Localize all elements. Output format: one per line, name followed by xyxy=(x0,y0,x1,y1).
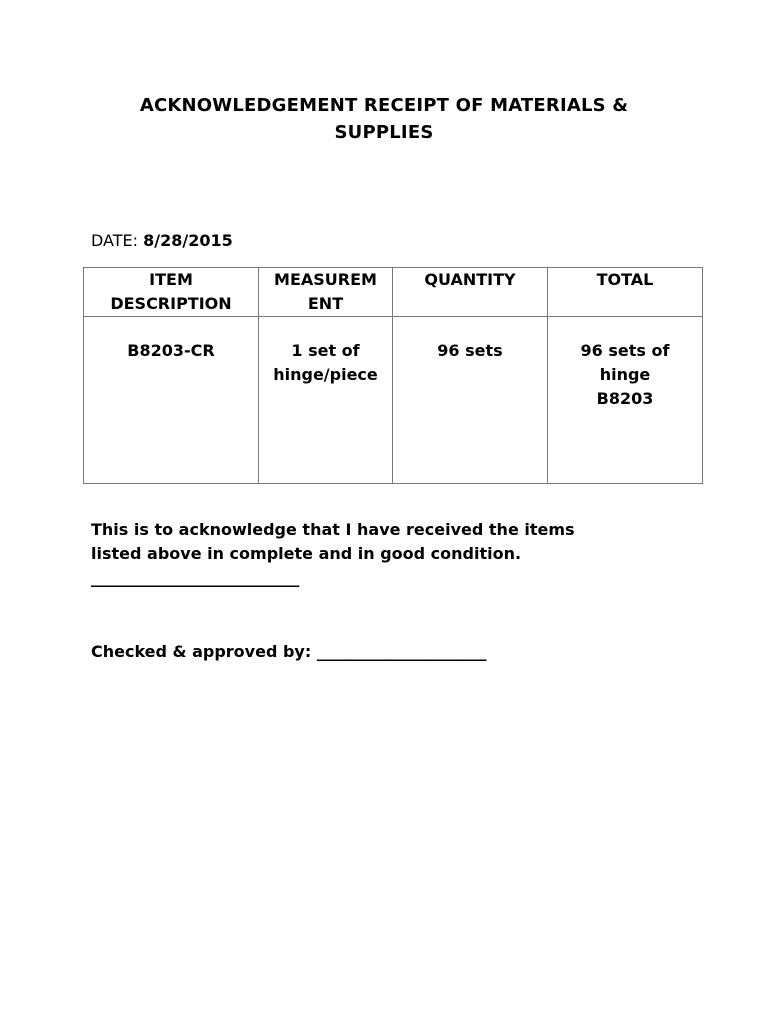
header-item-description-text: ITEM DESCRIPTION xyxy=(110,270,232,313)
cell-quantity-text: 96 sets xyxy=(437,341,503,360)
header-measurement-text: MEASUREM ENT xyxy=(274,270,377,313)
acknowledgement-text xyxy=(91,518,691,566)
cell-item-description-text: B8203-CR xyxy=(127,341,215,360)
header-item-description xyxy=(84,268,259,317)
document-title xyxy=(100,92,668,146)
title-line-2: SUPPLIES xyxy=(334,122,434,143)
date-value: 8/28/2015 xyxy=(143,231,233,250)
items-table xyxy=(83,267,703,484)
cell-measurement-text: 1 set of hinge/piece xyxy=(273,341,378,384)
cell-item-description xyxy=(84,317,259,484)
table-row xyxy=(84,317,703,484)
acknowledgement-line-2: listed above in complete and in good condition. xyxy=(91,544,522,563)
cell-total xyxy=(548,317,703,484)
date-line xyxy=(91,230,233,252)
cell-measurement xyxy=(259,317,393,484)
header-measurement xyxy=(259,268,393,317)
acknowledgement-line-1: This is to acknowledge that I have received the items xyxy=(91,520,575,539)
approval-line xyxy=(91,640,486,664)
cell-total-text: 96 sets of hinge B8203 xyxy=(580,341,670,408)
signature-blank: ___________________________ xyxy=(91,568,299,587)
approval-label: Checked & approved by: xyxy=(91,642,312,661)
header-total xyxy=(548,268,703,317)
title-line-1: ACKNOWLEDGEMENT RECEIPT OF MATERIALS & xyxy=(139,95,629,116)
header-quantity xyxy=(393,268,548,317)
cell-quantity xyxy=(393,317,548,484)
table-header-row xyxy=(84,268,703,317)
date-label: DATE: xyxy=(91,231,139,250)
header-quantity-text: QUANTITY xyxy=(424,270,516,289)
approval-blank: ______________________ xyxy=(316,642,487,661)
header-total-text: TOTAL xyxy=(596,270,654,289)
